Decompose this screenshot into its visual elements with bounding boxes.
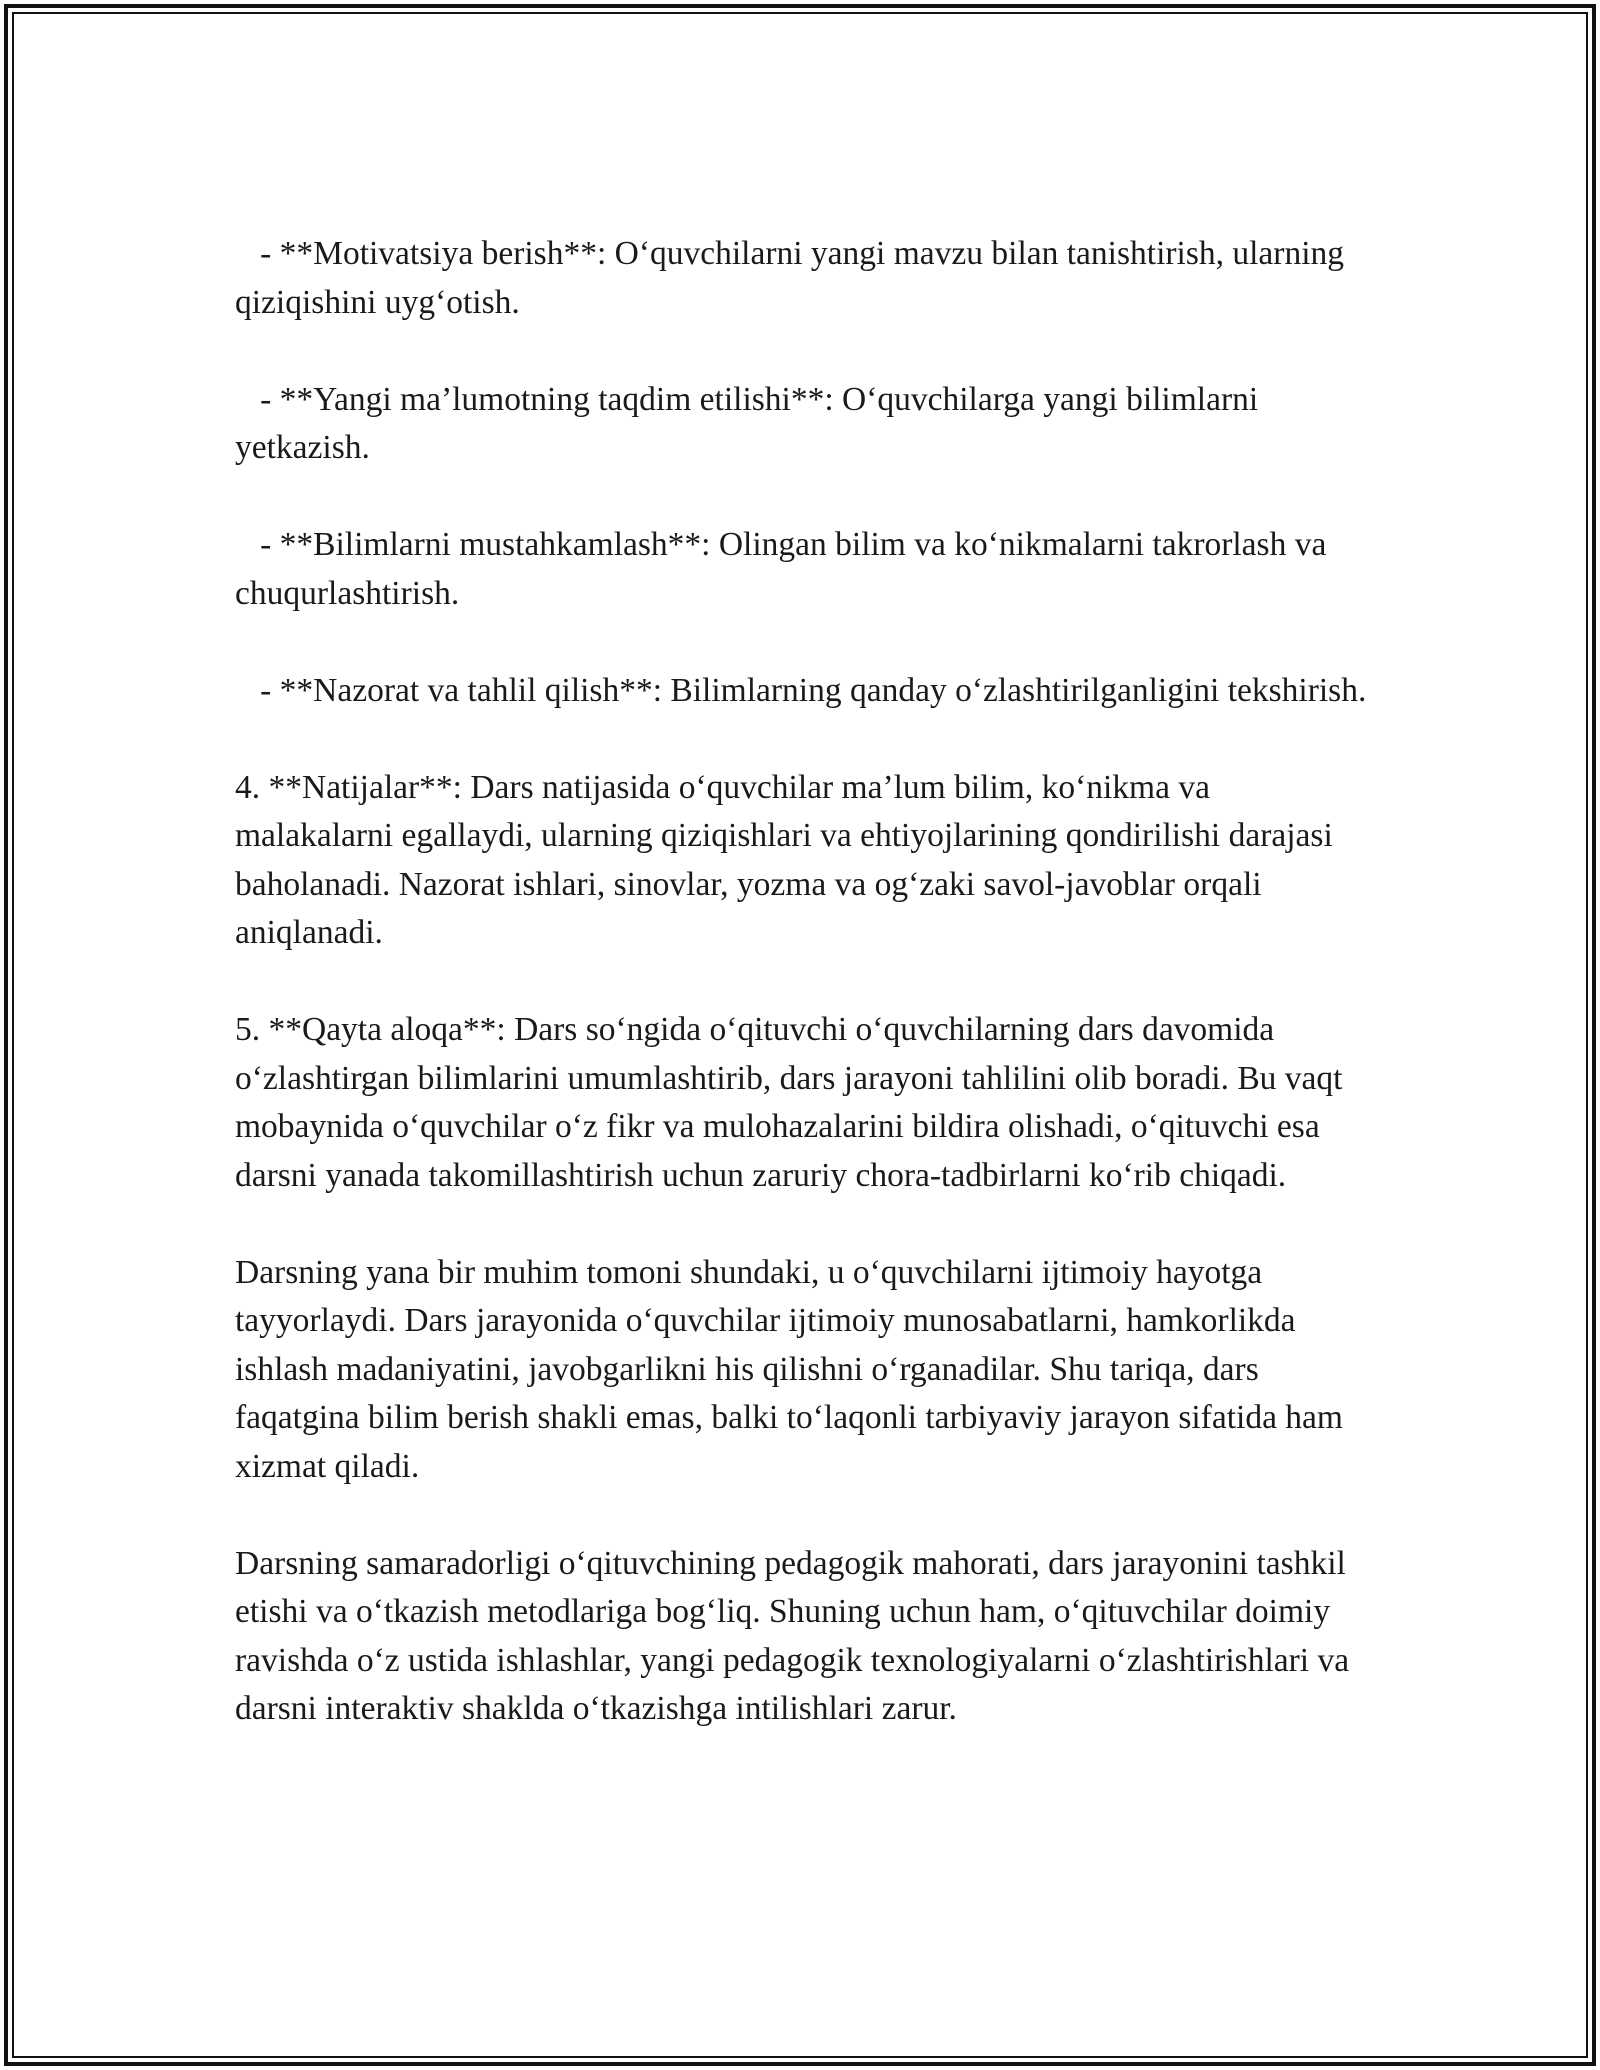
bullet-new-information: - **Yangi ma’lumotning taqdim etilishi**: O‘quvchilarga yangi bilimlarni yetkazish. bbox=[235, 380, 1267, 466]
item-4-results: 4. **Natijalar**: Dars natijasida o‘quvchilar ma’lum bilim, ko‘nikma va malakalarni egallaydi, ularning qiziqishlari va ehtiyojlarining qondirilishi darajasi baholanadi. Nazorat ishlari, sinovlar, yozma va og‘zaki savol-javoblar orqali aniqlanadi. bbox=[235, 768, 1342, 951]
bullet-control-analysis: - **Nazorat va tahlil qilish**: Bilimlarning qanday o‘zlashtirilganligini tekshirish. bbox=[235, 671, 1367, 709]
bullet-motivation: - **Motivatsiya berish**: O‘quvchilarni yangi mavzu bilan tanishtirish, ularning qiziqishini uyg‘otish. bbox=[235, 235, 1353, 321]
item-5-feedback: 5. **Qayta aloqa**: Dars so‘ngida o‘qituvchi o‘quvchilarning dars davomida o‘zlashtirgan bilimlarini umumlashtirib, dars jarayoni tahlilini olib boradi. Bu vaqt mobaynida o‘quvchilar o‘z fikr va mulohazalarini bildira olishadi, o‘qituvchi esa darsni yanada takomillashtirish uchun zaruriy chora-tadbirlarni ko‘rib chiqadi. bbox=[235, 1011, 1351, 1194]
document-body bbox=[235, 230, 1370, 1782]
paragraph-effectiveness: Darsning samaradorligi o‘qituvchining pedagogik mahorati, dars jarayonini tashkil etishi va o‘tkazish metodlariga bog‘liq. Shuning uchun ham, o‘qituvchilar doimiy ravishda o‘z ustida ishlashlar, yangi pedagogik texnologiyalarni o‘zlashtirishlari va darsni interaktiv shaklda o‘tkazishga intilishlari zarur. bbox=[235, 1544, 1358, 1727]
bullet-consolidation: - **Bilimlarni mustahkamlash**: Olingan bilim va ko‘nikmalarni takrorlash va chuqurlashtirish. bbox=[235, 526, 1335, 612]
paragraph-social-life: Darsning yana bir muhim tomoni shundaki, u o‘quvchilarni ijtimoiy hayotga tayyorlaydi. Dars jarayonida o‘quvchilar ijtimoiy munosabatlarni, hamkorlikda ishlash madaniyatini, javobgarlikni his qilishni o‘rganadilar. Shu tariqa, dars faqatgina bilim berish shakli emas, balki to‘laqonli tarbiyaviy jarayon sifatida ham xizmat qiladi. bbox=[235, 1253, 1352, 1485]
